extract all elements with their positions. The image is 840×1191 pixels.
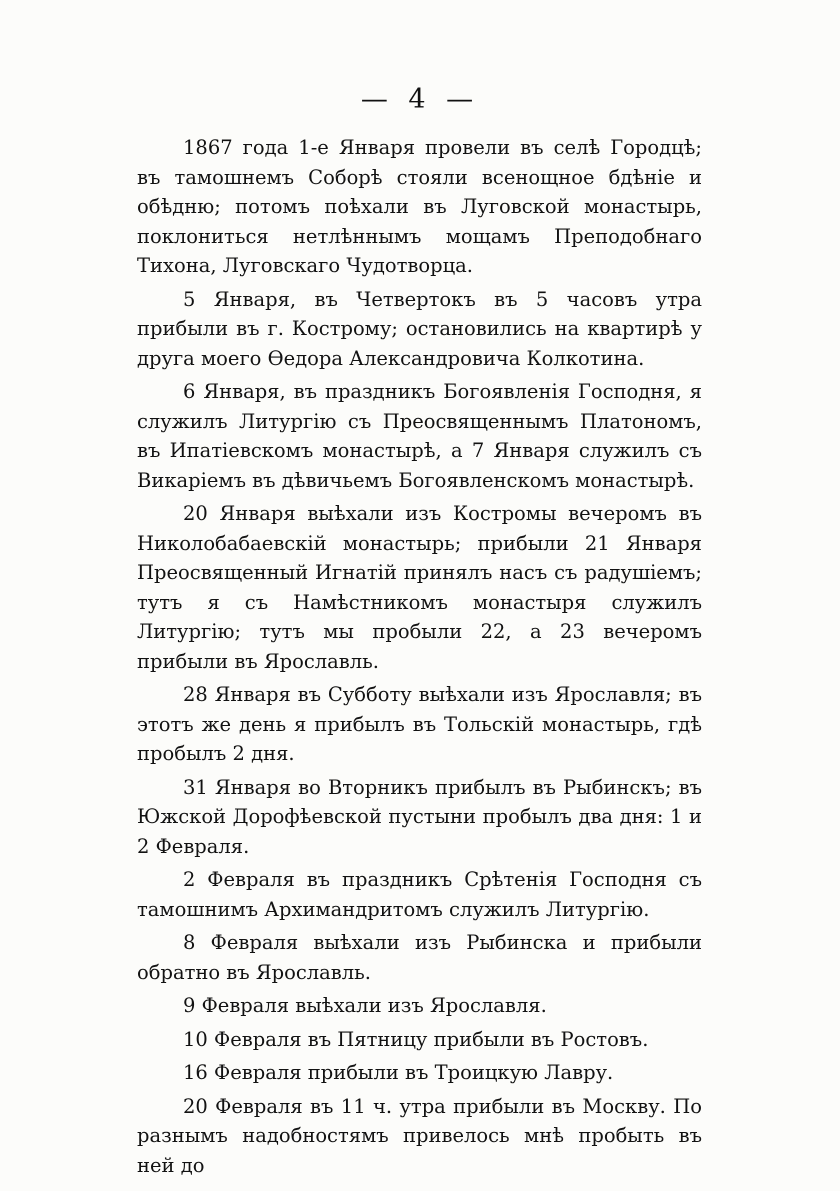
paragraph: 1867 года 1-е Января провели въ селѣ Городцѣ; въ тамошнемъ Соборѣ стояли всенощное бдѣніе и обѣдню; потомъ поѣхали въ Луговской монастырь, поклониться нетлѣннымъ мощамъ Преподобнаго Тихона, Луговскаго Чудотворца.	[137, 136, 702, 277]
paragraph: 20 Февраля въ 11 ч. утра прибыли въ Москву. По разнымъ надобностямъ привелось мнѣ пробыть въ ней до	[137, 1094, 702, 1177]
paragraph: 8 Февраля выѣхали изъ Рыбинска и прибыли обратно въ Ярославль.	[137, 931, 702, 984]
paragraph: 31 Января во Вторникъ прибылъ въ Рыбинскъ; въ Южской Дорофѣевской пустыни пробылъ два дня: 1 и 2 Февраля.	[137, 775, 702, 858]
page-body-text	[137, 133, 702, 1184]
paragraph: 9 Февраля выѣхали изъ Ярославля.	[183, 994, 547, 1017]
page-number: — 4 —	[360, 84, 480, 115]
paragraph: 20 Января выѣхали изъ Костромы вечеромъ въ Николобабаевскій монастырь; прибыли 21 Января Преосвященный Игнатій принялъ насъ съ радушіемъ; тутъ я съ Намѣстникомъ монастыря служилъ Литургію; тутъ мы пробыли 22, а 23 вечеромъ прибыли въ Ярославль.	[137, 502, 702, 673]
paragraph: 5 Января, въ Четвертокъ въ 5 часовъ утра прибыли въ г. Кострому; остановились на квартирѣ у друга моего Ѳедора Александровича Колкотина.	[137, 287, 702, 370]
paragraph: 6 Января, въ праздникъ Богоявленія Господня, я служилъ Литургію съ Преосвященнымъ Платономъ, въ Ипатіевскомъ монастырѣ, а 7 Января служилъ съ Викаріемъ въ дѣвичьемъ Богоявленскомъ монастырѣ.	[137, 380, 702, 492]
paragraph: 28 Января въ Субботу выѣхали изъ Ярославля; въ этотъ же день я прибылъ въ Тольскій монастырь, гдѣ пробылъ 2 дня.	[137, 683, 702, 765]
paragraph: 2 Февраля въ праздникъ Срѣтенія Господня съ тамошнимъ Архимандритомъ служилъ Литургію.	[137, 868, 702, 921]
paragraph: 16 Февраля прибыли въ Троицкую Лавру.	[183, 1061, 614, 1084]
paragraph: 10 Февраля въ Пятницу прибыли въ Ростовъ.	[183, 1027, 649, 1051]
